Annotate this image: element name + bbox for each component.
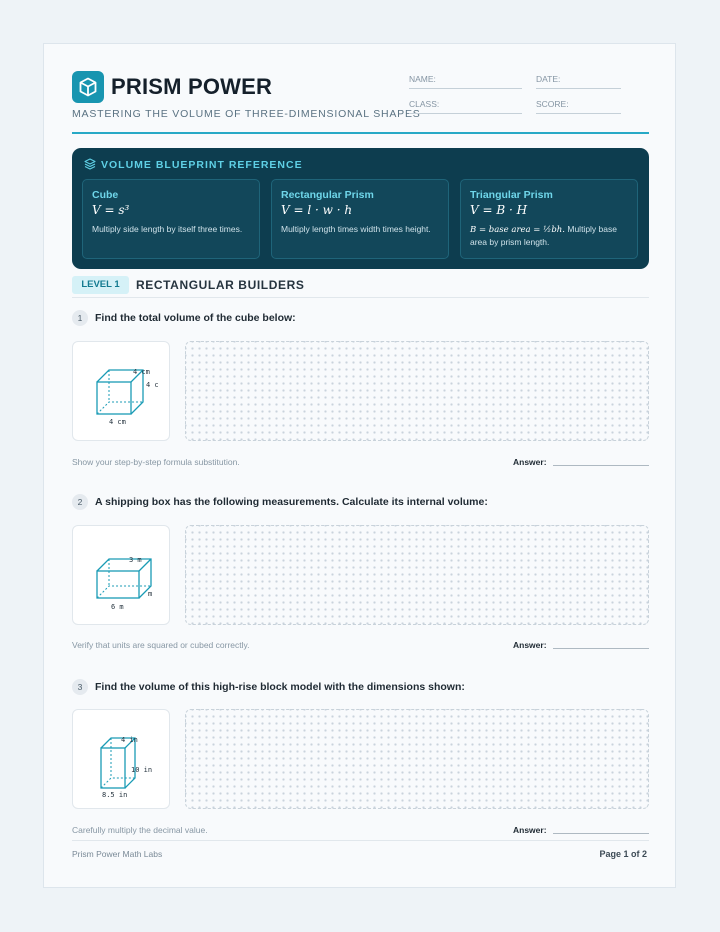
dimension-label: m (148, 590, 153, 598)
question-hint: Verify that units are squared or cubed correctly. (72, 640, 250, 650)
question-hint: Show your step-by-step formula substitution. (72, 457, 240, 467)
card-formula: V = l · w · h (281, 203, 353, 217)
card-formula: V = s³ (92, 203, 130, 217)
card-name: Cube (92, 189, 119, 201)
dimension-label: 4 c (146, 381, 159, 389)
answer-label: Answer: (513, 457, 547, 467)
dimension-label: 3 m (129, 556, 142, 564)
dimension-label: 4 cm (109, 418, 126, 426)
reference-heading: VOLUME BLUEPRINT REFERENCE (84, 158, 303, 171)
header-divider (72, 132, 649, 134)
question-hint: Carefully multiply the decimal value. (72, 825, 208, 835)
answer-line[interactable] (553, 833, 649, 834)
question-text: A shipping box has the following measurements. Calculate its internal volume: (95, 496, 488, 508)
dimension-label: 10 in (131, 766, 153, 774)
answer-label: Answer: (513, 825, 547, 835)
date-field[interactable]: DATE: (536, 74, 621, 89)
dimension-label: 4 cm (133, 368, 150, 376)
question-text: Find the volume of this high-rise block model with the dimensions shown: (95, 681, 465, 693)
page-number: Page 1 of 2 (599, 849, 647, 859)
dimension-label: 4 in (121, 736, 138, 744)
answer-line[interactable] (553, 648, 649, 649)
worksheet-page (43, 43, 676, 888)
question-number: 3 (72, 679, 88, 695)
class-field[interactable]: CLASS: (409, 99, 522, 114)
reference-card-rectangular-prism (271, 179, 449, 259)
dimension-label: 8.5 in (102, 791, 128, 799)
question-text: Find the total volume of the cube below: (95, 312, 296, 324)
card-description: Multiply side length by itself three times. (92, 224, 243, 234)
block-diagram (72, 709, 170, 809)
card-description: Multiply length times width times height. (281, 224, 431, 234)
question-number: 1 (72, 310, 88, 326)
box-diagram (72, 525, 170, 625)
card-name: Triangular Prism (470, 189, 553, 201)
work-area[interactable] (185, 341, 649, 441)
answer-label: Answer: (513, 640, 547, 650)
level-badge: LEVEL 1 (72, 276, 129, 294)
reference-card-cube (82, 179, 260, 259)
page-subtitle: MASTERING THE VOLUME OF THREE-DIMENSIONAL SHAPES (72, 108, 421, 120)
work-area[interactable] (185, 709, 649, 809)
card-name: Rectangular Prism (281, 189, 374, 201)
work-area[interactable] (185, 525, 649, 625)
question-number: 2 (72, 494, 88, 510)
card-formula: V = B · H (470, 203, 528, 217)
card-description: B = base area = ½bh. Multiply base area by prism length. (470, 224, 617, 247)
footer-brand: Prism Power Math Labs (72, 849, 163, 859)
cube-diagram (72, 341, 170, 441)
cube-icon (72, 71, 104, 103)
reference-card-triangular-prism (460, 179, 638, 259)
level-title: RECTANGULAR BUILDERS (136, 278, 305, 292)
layers-icon (84, 158, 96, 170)
score-field[interactable]: SCORE: (536, 99, 621, 114)
answer-line[interactable] (553, 465, 649, 466)
page-title: PRISM POWER (111, 74, 273, 99)
footer-divider (72, 840, 649, 841)
reference-panel (72, 148, 649, 269)
level-divider (72, 297, 649, 298)
dimension-label: 6 m (111, 603, 124, 611)
name-field[interactable]: NAME: (409, 74, 522, 89)
